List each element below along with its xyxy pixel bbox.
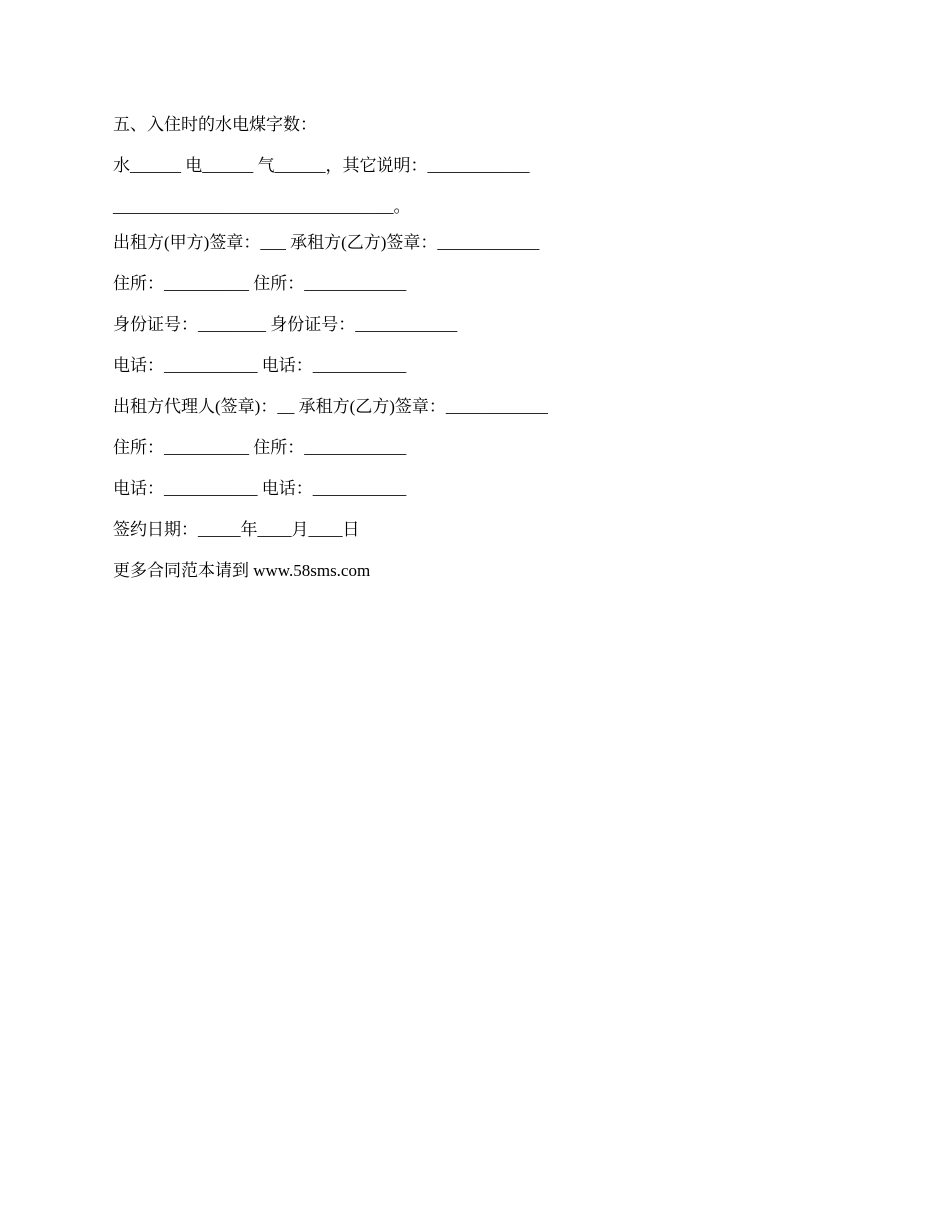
phone-line-2: 电话：___________ 电话：___________: [113, 479, 407, 498]
other-notes-continuation: _________________________________。: [113, 197, 411, 216]
document-body: [113, 113, 833, 600]
phone-line-1: 电话：___________ 电话：___________: [113, 356, 407, 375]
address-line-2: 住所：__________ 住所：____________: [113, 438, 407, 457]
section-heading-utilities: 五、入住时的水电煤字数：: [113, 115, 317, 134]
footer-more-templates: 更多合同范本请到 www.58sms.com: [113, 561, 371, 580]
address-line-1: 住所：__________ 住所：____________: [113, 274, 407, 293]
signature-line-landlord-tenant: 出租方(甲方)签章：___ 承租方(乙方)签章：____________: [113, 233, 540, 252]
signature-line-agent-tenant: 出租方代理人(签章)：__ 承租方(乙方)签章：____________: [113, 397, 548, 416]
id-number-line: 身份证号：________ 身份证号：____________: [113, 315, 458, 334]
utility-readings-line: 水______ 电______ 气______，其它说明：____________: [113, 156, 530, 175]
signing-date-line: 签约日期：_____年____月____日: [113, 520, 360, 539]
